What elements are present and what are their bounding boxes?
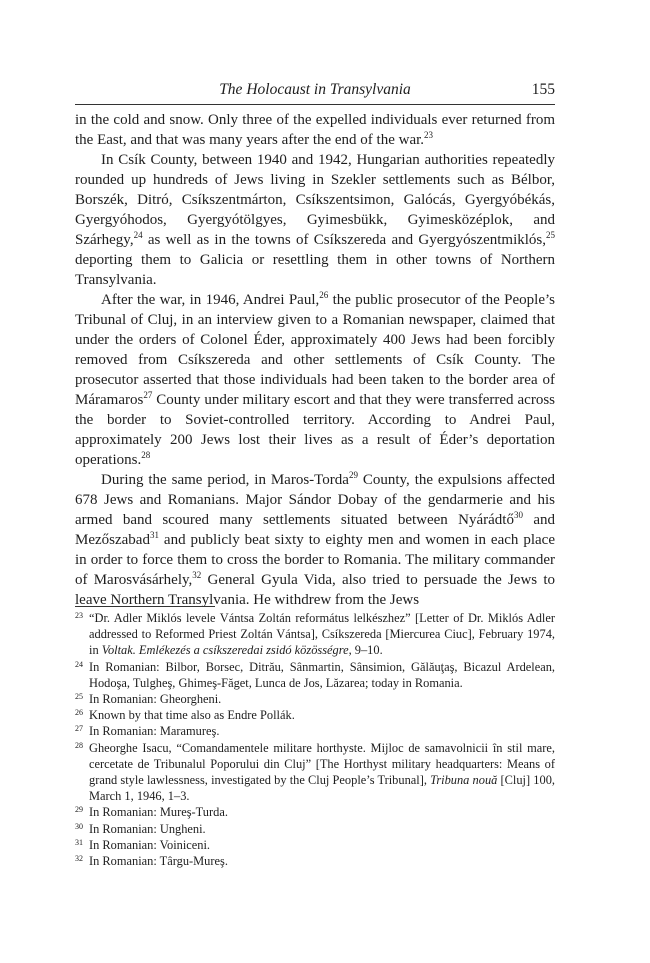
footnote-text: In Romanian: Bilbor, Borsec, Ditrău, Sânmartin, Sânsimion, Gălăuţaş, Bicazul Ardelean, Hodoşa, Tulgheş, Ghimeş-Făget, Lunca de Jos, Lăzarea; today in Romania.: [89, 659, 555, 690]
footnote-ref[interactable]: 31: [149, 530, 159, 540]
paragraph-3: [75, 290, 555, 470]
paragraph-text: and publicly beat sixty to eighty men and women in each place in order to force them to cross the border to Romania. The military commander of Marosvásárhely,: [75, 532, 555, 588]
paragraph-text: County, the expulsions affected 678 Jews and Romanians. Major Sándor Dobay of the gendarmerie and his armed band scoured many settlements situated between Nyárádtő: [75, 472, 555, 528]
footnote-ref[interactable]: 25: [546, 230, 555, 240]
footnote-23: 23 “Dr. Adler Miklós levele Vántsa Zoltán református lelkészhez” [Letter of Dr. Miklós Adler addressed to Reformed Priest Zoltán Vántsa], Csíkszereda [Miercurea Ciuc], February 1974, in Voltak. Emlékezés a csíkszeredai zsidó közösségre, 9–10.: [75, 611, 555, 658]
paragraph-4: [75, 470, 555, 610]
footnote-text: In Romanian: Târgu-Mureş.: [89, 854, 228, 869]
footnote-ref[interactable]: 32: [192, 570, 202, 580]
footnote-25: 25 In Romanian: Gheorgheni.: [75, 692, 222, 707]
footnote-ref[interactable]: 27: [143, 390, 153, 400]
footnote-text: In Romanian: Gheorgheni.: [89, 692, 222, 707]
footnote-26: 26 Known by that time also as Endre Pollák.: [75, 708, 295, 723]
paragraph-text: as well as in the towns of Csíkszereda and Gyergyószentmiklós,: [142, 232, 546, 248]
paragraph-2: [75, 150, 555, 290]
page-number: 155: [531, 81, 555, 98]
footnote-text: In Romanian: Mureş-Turda.: [89, 805, 228, 820]
footnote-27: 27 In Romanian: Maramureş.: [75, 724, 220, 739]
paragraph-text: the public prosecutor of the People’s Tribunal of Cluj, in an interview given to a Romanian newspaper, claimed that under the orders of Colonel Éder, approximately 400 Jews had been forcibly removed from Csíkszereda and other settlements of Csík County. The prosecutor asserted that those individuals had been taken to the border area of Máramaros: [75, 292, 555, 408]
footnote-ref[interactable]: 28: [141, 450, 151, 460]
footnote-text: In Romanian: Ungheni.: [89, 821, 206, 836]
footnote-28: 28 Gheorghe Isacu, “Comandamentele militare horthyste. Mijloc de samavolnicii în stil mare, cercetate de Tribunalul Poporului din Cluj” [The Horthyst military headquarters: Means of grand style lawlessness, investigated by the Cluj People’s Tribunal], Tribuna nouă [Cluj] 100, March 1, 1946, 1–3.: [75, 740, 555, 804]
footnote-31: 31 In Romanian: Voiniceni.: [75, 837, 211, 852]
paragraph-text: in the cold and snow. Only three of the expelled individuals ever returned from the East, and that was many years after the end of the war.: [75, 112, 555, 148]
running-header: [75, 80, 555, 105]
footnote-text: In Romanian: Maramureş.: [89, 724, 220, 739]
paragraph-text: County under military escort and that they were transferred across the border to Soviet-controlled territory. According to Andrei Paul, approximately 200 Jews lost their lives as a result of Éder’s deportation operations.: [75, 392, 555, 468]
body-text: [75, 110, 555, 610]
footnote-ref[interactable]: 24: [133, 230, 143, 240]
paragraph-1: [75, 110, 555, 150]
footnote-divider: [75, 606, 215, 607]
footnote-title-italic: Voltak. Emlékezés a csíkszeredai zsidó közösségre: [101, 643, 349, 658]
footnote-text: [Cluj] 100, March 1, 1946, 1–3.: [89, 773, 555, 804]
paragraph-text: After the war, in 1946, Andrei Paul,: [101, 292, 320, 308]
footnote-ref[interactable]: 29: [348, 470, 358, 480]
paragraph-text: General Gyula Vida, also tried to persuade the Jews to leave Northern Transylvania. He withdrew from the Jews: [75, 572, 555, 608]
footnote-24: 24 In Romanian: Bilbor, Borsec, Ditrău, Sânmartin, Sânsimion, Gălăuţaş, Bicazul Ardelean, Hodoşa, Tulgheş, Ghimeş-Făget, Lunca de Jos, Lăzarea; today in Romania.: [75, 659, 555, 690]
paragraph-text: In Csík County, between 1940 and 1942, Hungarian authorities repeatedly rounded up hundreds of Jews living in Szekler settlements such as Bélbor, Borszék, Ditró, Csíkszentmárton, Csíkszentsimon, Galócás, Gyergyóbékás, Gyergyóhodos, Gyergyótölgyes, Gyimesbükk, Gyimesközéplok, and Szárhegy,: [75, 152, 555, 248]
footnote-text: Known by that time also as Endre Pollák.: [89, 708, 295, 723]
footnote-29: 29 In Romanian: Mureş-Turda.: [75, 805, 228, 820]
footnote-ref[interactable]: 26: [319, 290, 329, 300]
footnotes: [75, 610, 555, 869]
footnote-text: In Romanian: Voiniceni.: [89, 837, 211, 852]
paragraph-text: and Mezőszabad: [75, 512, 555, 548]
paragraph-text: deporting them to Galicia or resettling them in other towns of Northern Transylvania.: [75, 252, 555, 288]
footnote-title-italic: Tribuna nouă: [430, 773, 498, 788]
footnote-text: , 9–10.: [348, 643, 383, 658]
running-title: The Holocaust in Transylvania: [219, 81, 411, 98]
footnote-ref[interactable]: 30: [513, 510, 523, 520]
footnote-ref[interactable]: 23: [424, 130, 434, 140]
footnote-32: 32 In Romanian: Târgu-Mureş.: [75, 854, 228, 869]
footnote-text: Gheorghe Isacu, “Comandamentele militare horthyste. Mijloc de samavolnicii în stil mare, cercetate de Tribunalul Poporului din Cluj” [The Horthyst military headquarters: Means of grand style lawlessness, investigated by the Cluj People’s Tribunal],: [89, 740, 555, 788]
paragraph-text: During the same period, in Maros-Torda: [101, 472, 349, 488]
footnote-text: “Dr. Adler Miklós levele Vántsa Zoltán református lelkészhez” [Letter of Dr. Miklós Adler addressed to Reformed Priest Zoltán Vántsa], Csíkszereda [Miercurea Ciuc], February 1974, in: [89, 611, 555, 658]
footnote-30: 30 In Romanian: Ungheni.: [75, 821, 206, 836]
